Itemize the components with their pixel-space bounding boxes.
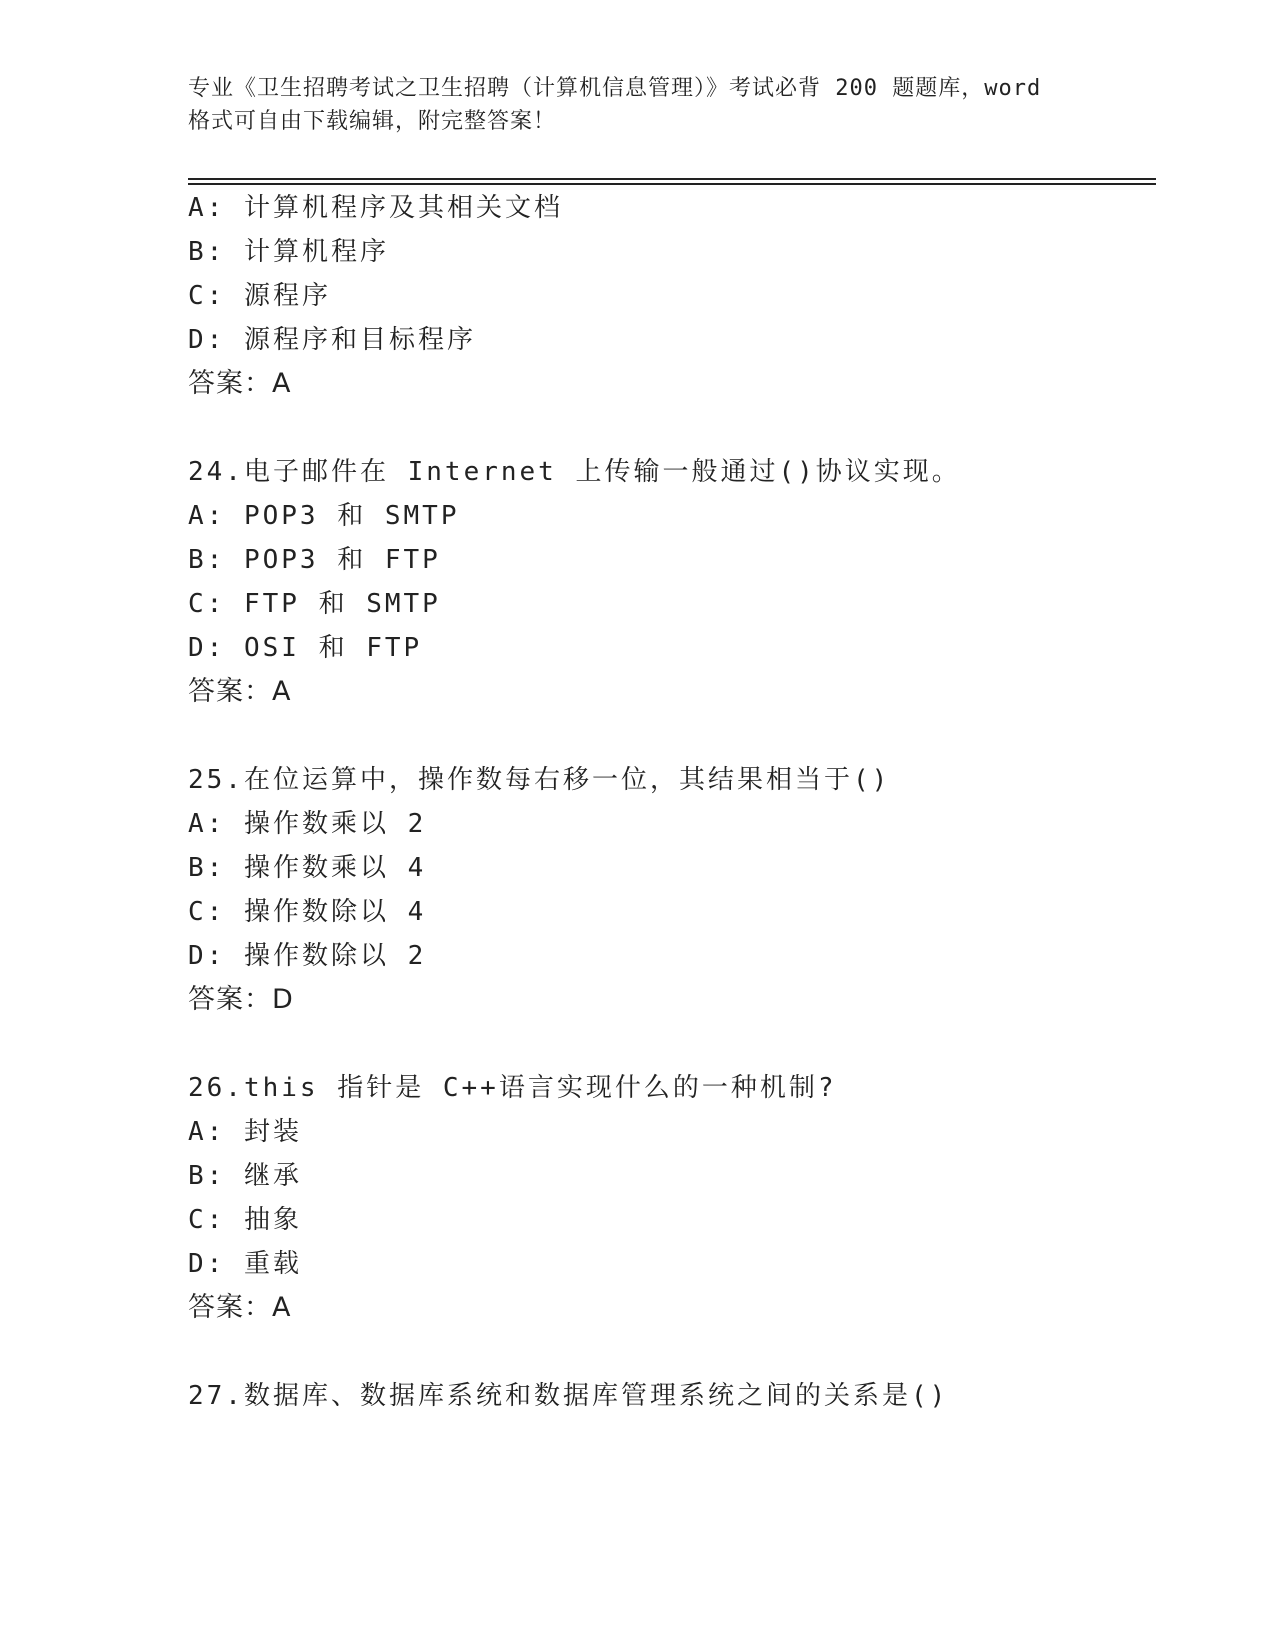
q26-option-a: A: 封装: [188, 1117, 302, 1147]
q24-question: 24.电子邮件在 Internet 上传输一般通过()协议实现。: [188, 457, 961, 487]
header-line-1: 专业《卫生招聘考试之卫生招聘（计算机信息管理）》考试必背 200 题题库，word: [188, 76, 1042, 101]
q25-option-a: A: 操作数乘以 2: [188, 809, 427, 839]
q24-option-c: C: FTP 和 SMTP: [188, 589, 441, 619]
q25-option-c: C: 操作数除以 4: [188, 897, 427, 927]
q26-option-c: C: 抽象: [188, 1205, 302, 1235]
header-line-2: 格式可自由下载编辑，附完整答案！: [188, 109, 557, 134]
q27-question: 27.数据库、数据库系统和数据库管理系统之间的关系是(): [188, 1381, 949, 1411]
q25-option-d: D: 操作数除以 2: [188, 941, 427, 971]
document-header: [188, 72, 1088, 138]
q25-answer: 答案：D: [188, 984, 294, 1015]
q23-option-d: D: 源程序和目标程序: [188, 325, 476, 355]
q26-option-b: B: 继承: [188, 1161, 302, 1191]
q25-option-b: B: 操作数乘以 4: [188, 853, 427, 883]
q23-option-a: A: 计算机程序及其相关文档: [188, 193, 563, 223]
q24-option-d: D: OSI 和 FTP: [188, 633, 423, 663]
q26-answer: 答案：A: [188, 1292, 292, 1323]
q24-option-b: B: POP3 和 FTP: [188, 545, 441, 575]
q26-question: 26.this 指针是 C++语言实现什么的一种机制?: [188, 1073, 837, 1103]
q23-answer: 答案：A: [188, 368, 292, 399]
q24-answer: 答案：A: [188, 676, 292, 707]
q26-option-d: D: 重载: [188, 1249, 302, 1279]
q23-option-b: B: 计算机程序: [188, 237, 389, 267]
header-divider-top: [188, 178, 1156, 180]
header-divider-bottom: [188, 183, 1156, 185]
q23-option-c: C: 源程序: [188, 281, 331, 311]
q25-question: 25.在位运算中，操作数每右移一位，其结果相当于(): [188, 765, 891, 795]
q24-option-a: A: POP3 和 SMTP: [188, 501, 460, 531]
